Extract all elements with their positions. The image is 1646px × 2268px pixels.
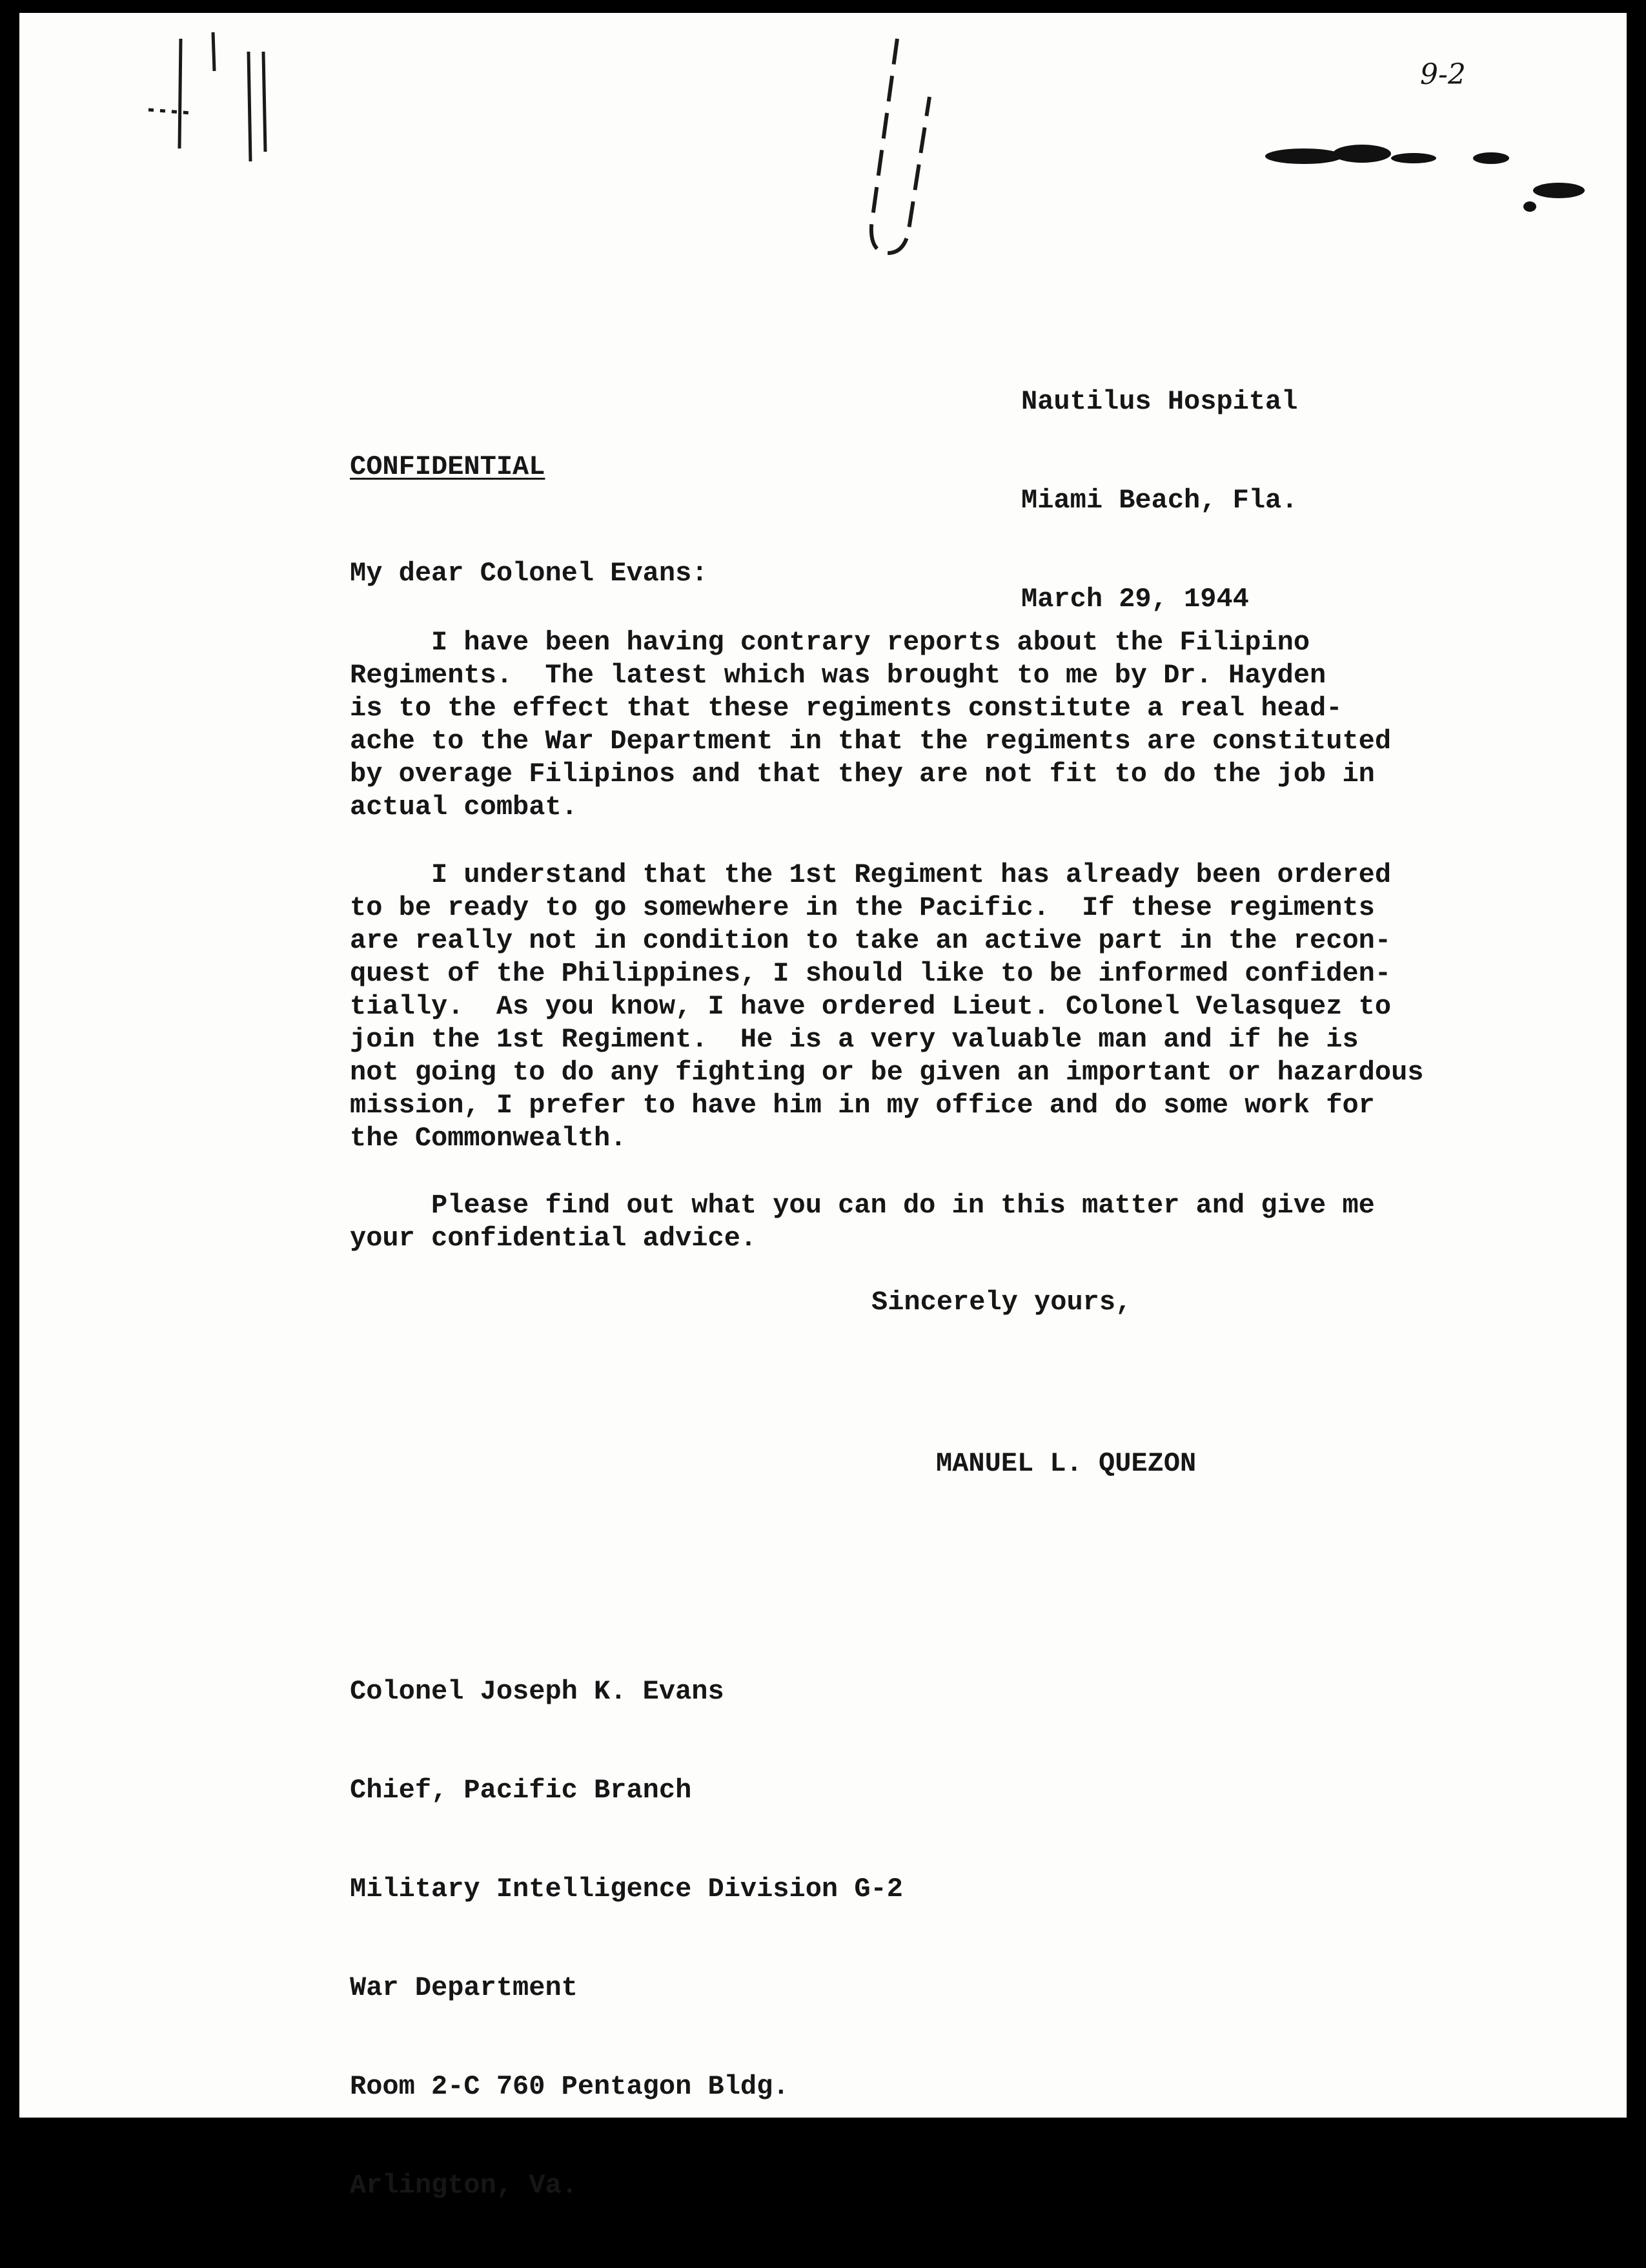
recipient-line: Colonel Joseph K. Evans [350, 1676, 724, 1707]
sender-line: Nautilus Hospital [1021, 386, 1298, 417]
top-left-tick-marks [148, 32, 265, 161]
letter-page [19, 13, 1627, 2201]
signer-name: MANUEL L. QUEZON [936, 1448, 1197, 1479]
recipient-line: Chief, Pacific Branch [350, 1775, 692, 1806]
sender-line: Miami Beach, Fla. [1021, 485, 1298, 516]
body-paragraph-3: Please find out what you can do in this matter and give me your confidential advice. [350, 1190, 1375, 1254]
recipient-line: Arlington, Va. [350, 2170, 578, 2201]
recipient-line: War Department [350, 1972, 578, 2003]
recipient-address-block [350, 1609, 903, 2268]
recipient-line: Room 2-C 760 Pentagon Bldg. [350, 2071, 789, 2102]
body-paragraph-1: I have been having contrary reports about the Filipino Regiments. The latest which was brought to me by Dr. Hayden is to the effect that these regiments constitute a real head- ache to the War Department in that the regiments are constituted by overage Filipinos and that they are not fit to do the job in actual combat. [350, 627, 1392, 822]
classification-marking: CONFIDENTIAL [350, 451, 545, 482]
corner-note: 9-2 [1420, 58, 1466, 91]
top-right-ink-smudges [1265, 145, 1585, 212]
punch-outline-mark [871, 39, 930, 253]
body-paragraph-2: I understand that the 1st Regiment has already been ordered to be ready to go somewhere in the Pacific. If these regiments are really not in condition to take an active part in the recon- quest of the Philippines, I should like to be informed confiden- tially. As you know, I have ordered Lieut. Colonel Velasquez to join the 1st Regiment. He is a very valuable man and if he is not going to do any fighting or be given an important or hazardous mission, I prefer to have him in my office and do some work for the Commonwealth. [350, 859, 1424, 1154]
salutation: My dear Colonel Evans: [350, 558, 708, 589]
recipient-line: Military Intelligence Division G-2 [350, 1874, 903, 1905]
closing: Sincerely yours, [871, 1287, 1132, 1318]
letter-date: March 29, 1944 [1021, 584, 1249, 615]
